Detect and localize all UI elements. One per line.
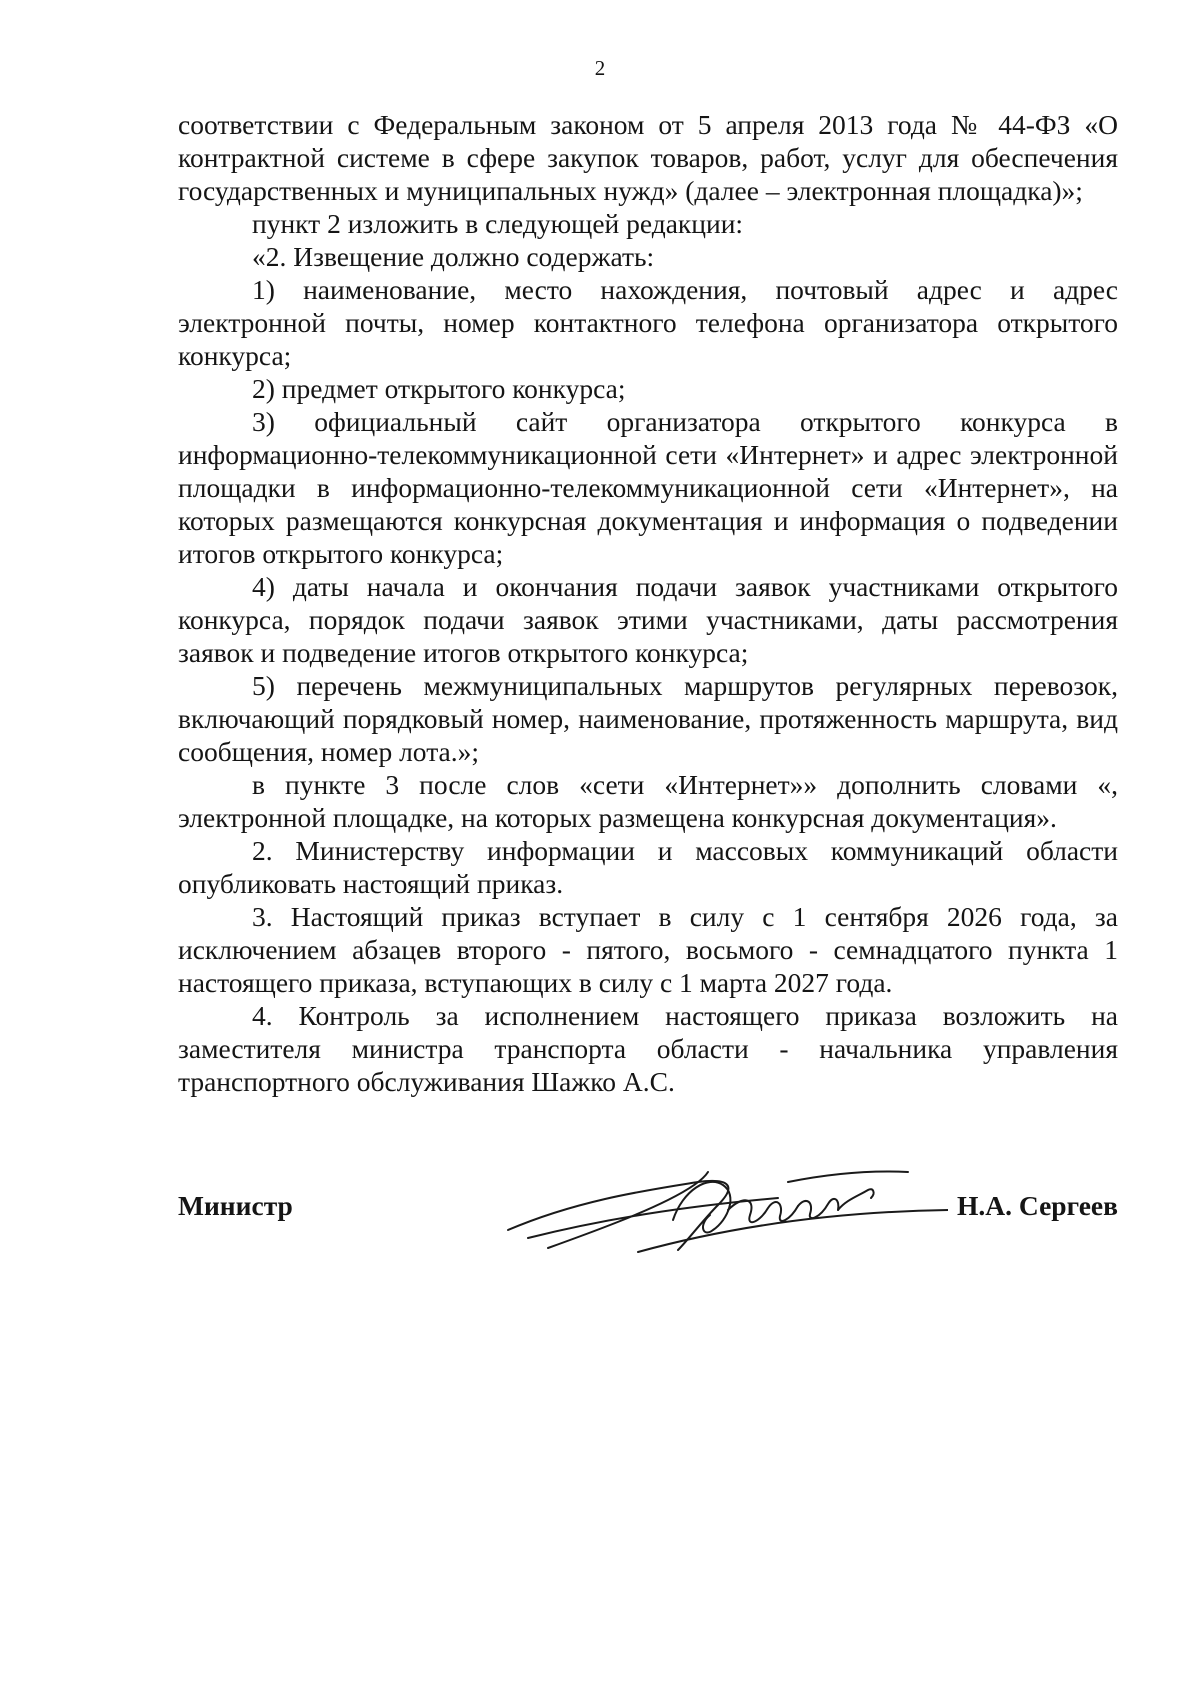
paragraph-item-3: 3) официальный сайт организатора открытого конкурса в информационно-телекоммуникационной сети «Интернет» и адрес электронной площадки в информационно-телекоммуникационной сети «Интернет», на которых размещаются конкурсная документация и информация о подведении итогов открытого конкурса; [178, 406, 1118, 569]
paragraph-point-3-amendment: в пункте 3 после слов «сети «Интернет»» дополнить словами «, электронной площадке, на которых размещена конкурсная документация». [178, 769, 1118, 833]
signature-block [178, 1180, 1118, 1260]
signatory-title: Министр [178, 1190, 293, 1221]
handwritten-signature [488, 1160, 948, 1260]
document-body [178, 108, 1118, 1098]
paragraph-notice-heading: «2. Извещение должно содержать: [252, 241, 655, 272]
paragraph-clause-3: 3. Настоящий приказ вступает в силу с 1 сентября 2026 года, за исключением абзацев второго - пятого, восьмого - семнадцатого пункта 1 настоящего приказа, вступающих в силу с 1 марта 2027 года. [178, 901, 1118, 998]
paragraph-clause-4: 4. Контроль за исполнением настоящего приказа возложить на заместителя министра транспорта области - начальника управления транспортного обслуживания Шажко А.С. [178, 1000, 1118, 1097]
paragraph-item-2: 2) предмет открытого конкурса; [252, 373, 626, 404]
paragraph-continuation: соответствии с Федеральным законом от 5 апреля 2013 года № 44-ФЗ «О контрактной системе в сфере закупок товаров, работ, услуг для обеспечения государственных и муниципальных нужд» (далее – электронная площадка)»; [178, 109, 1118, 206]
paragraph-amendment-intro: пункт 2 изложить в следующей редакции: [252, 208, 744, 239]
paragraph-item-1: 1) наименование, место нахождения, почтовый адрес и адрес электронной почты, номер контактного телефона организатора открытого конкурса; [178, 274, 1118, 371]
paragraph-clause-2: 2. Министерству информации и массовых коммуникаций области опубликовать настоящий приказ. [178, 835, 1118, 899]
signatory-name: Н.А. Сергеев [957, 1190, 1118, 1221]
paragraph-item-4: 4) даты начала и окончания подачи заявок участниками открытого конкурса, порядок подачи заявок этими участниками, даты рассмотрения заявок и подведение итогов открытого конкурса; [178, 571, 1118, 668]
paragraph-item-5: 5) перечень межмуниципальных маршрутов регулярных перевозок, включающий порядковый номер, наименование, протяженность маршрута, вид сообщения, номер лота.»; [178, 670, 1118, 767]
page-number: 2 [594, 56, 606, 80]
